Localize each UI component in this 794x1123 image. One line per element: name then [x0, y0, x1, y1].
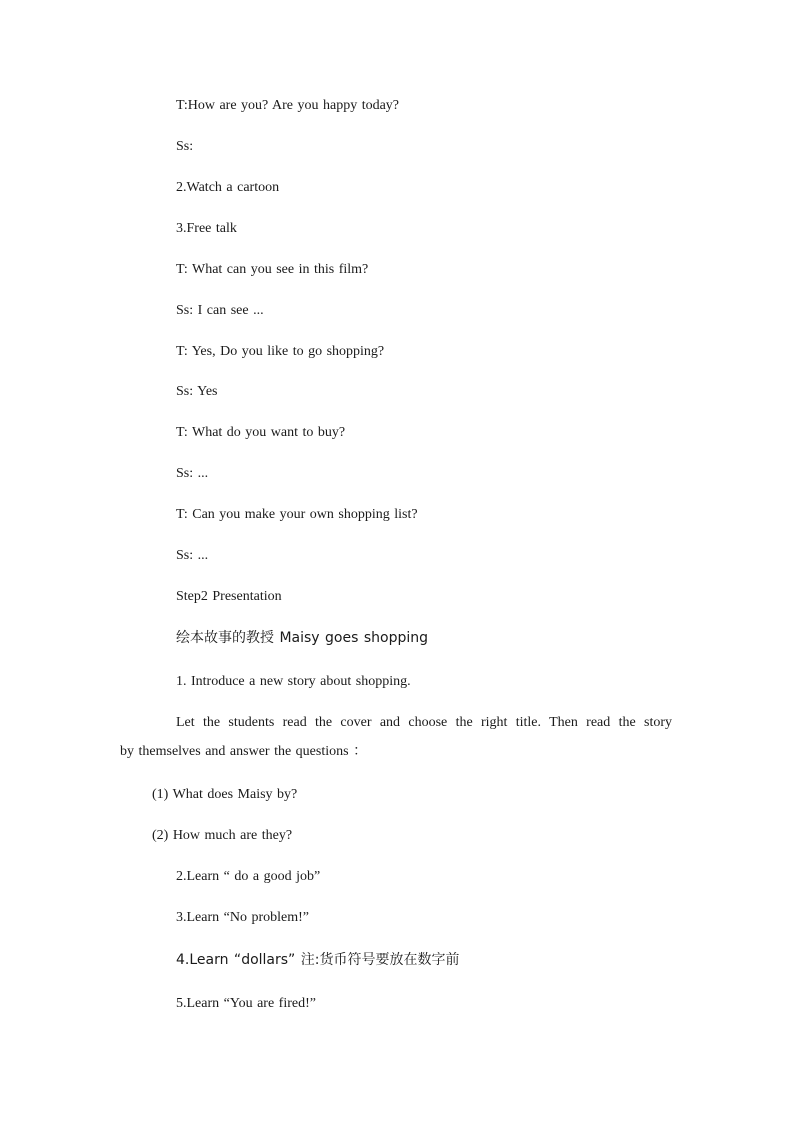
story-title-line: 绘本故事的教授 Maisy goes shopping [176, 630, 428, 646]
dialogue-line-students-ellipsis-1: Ss: ... [176, 466, 209, 481]
step-item-watch-cartoon: 2.Watch a cartoon [176, 180, 280, 195]
step-item-introduce-story: 1. Introduce a new story about shopping. [176, 674, 411, 689]
dialogue-line-teacher-film: T: What can you see in this film? [176, 262, 369, 277]
dialogue-line-teacher-shopping: T: Yes, Do you like to go shopping? [176, 344, 385, 359]
dialogue-line-students-yes: Ss: Yes [176, 384, 218, 399]
dialogue-line-students-see: Ss: I can see ... [176, 303, 264, 318]
question-item-1: (1) What does Maisy by? [152, 787, 298, 802]
step-item-free-talk: 3.Free talk [176, 221, 237, 236]
section-heading-presentation: Step2 Presentation [176, 589, 282, 604]
dialogue-line-teacher-buy: T: What do you want to buy? [176, 425, 346, 440]
dialogue-line-teacher-greeting: T:How are you? Are you happy today? [176, 98, 400, 113]
question-item-2: (2) How much are they? [152, 828, 293, 843]
paragraph-instructions-line-1: Let the students read the cover and choose the right title. Then read the story [176, 715, 672, 730]
learn-item-no-problem: 3.Learn “No problem!” [176, 910, 309, 925]
learn-item-you-are-fired: 5.Learn “You are fired!” [176, 996, 316, 1011]
learn-item-good-job: 2.Learn “ do a good job” [176, 869, 321, 884]
dialogue-line-students-ellipsis-2: Ss: ... [176, 548, 209, 563]
paragraph-instructions-line-2: by themselves and answer the questions ： [120, 744, 368, 759]
learn-item-dollars: 4.Learn “dollars” 注:货币符号要放在数字前 [176, 952, 460, 968]
dialogue-line-students-response: Ss: [176, 139, 194, 154]
dialogue-line-teacher-list: T: Can you make your own shopping list? [176, 507, 418, 522]
